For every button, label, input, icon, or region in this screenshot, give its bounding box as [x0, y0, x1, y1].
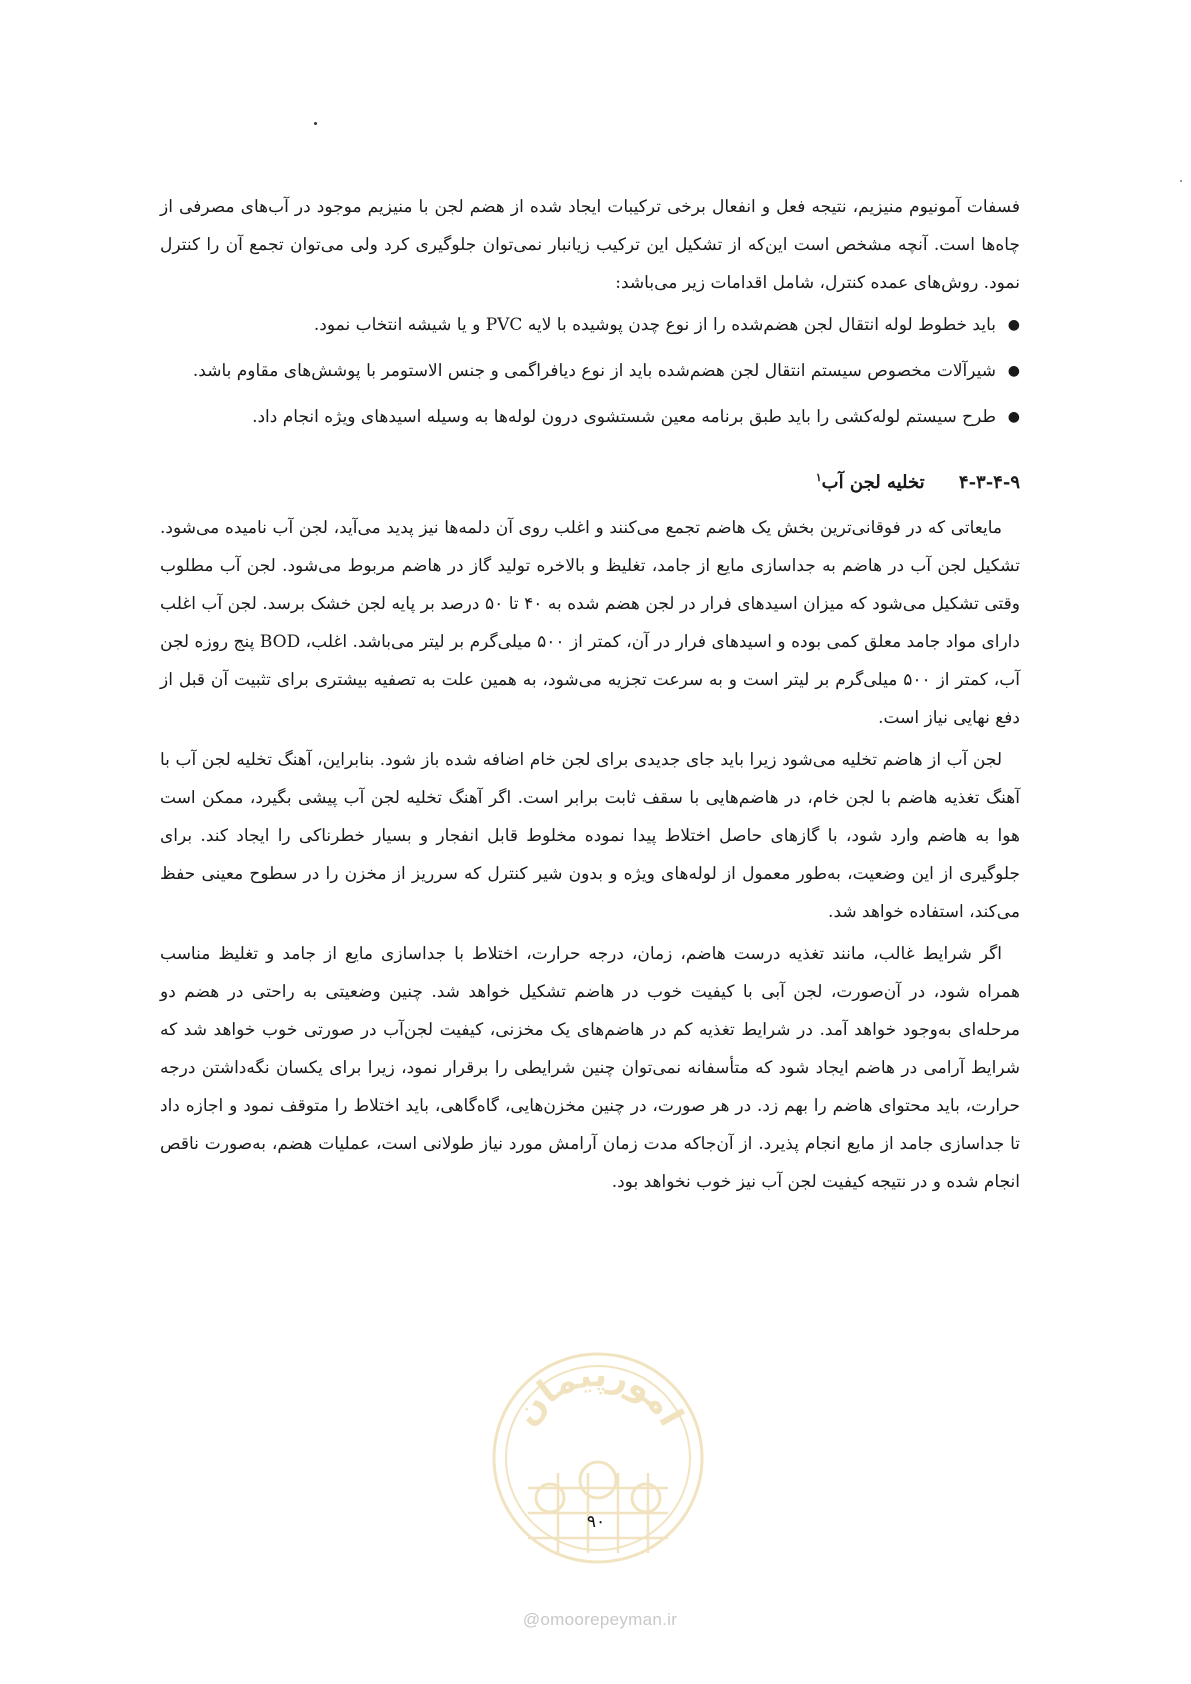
body-paragraph: اگر شرایط غالب، مانند تغذیه درست هاضم، زمان، درجه حرارت، اختلاط با جداسازی مایع از جامد و تغلیظ مناسب همراه شود، در آن‌صورت، لجن آبی با کیفیت خوب در هاضم تشکیل خواهد شد. چنین وضعیتی به راحتی در هضم دو مرحله‌ای به‌وجود خواهد آمد. در شرایط تغذیه کم در هاضم‌های یک مخزنی، کیفیت لجن‌آب در صورتی خوب خواهد شد که شرایط آرامی در هاضم ایجاد شود که متأسفانه نمی‌توان چنین شرایطی را برقرار نمود، زیرا برای یکسان نگه‌داشتن درجه حرارت، باید محتوای هاضم را بهم زد. در هر صورت، در چنین مخزن‌هایی، گاه‌گاهی، باید اختلاط را متوقف نمود و اجازه داد تا جداسازی جامد از مایع انجام پذیرد. از آن‌جاکه مدت زمان آرامش مورد نیاز طولانی است، عملیات هضم، به‌صورت ناقص انجام شده و در نتیجه کیفیت لجن آب نیز خوب نخواهد بود. — [160, 944, 1020, 1192]
scan-speck — [1180, 180, 1182, 182]
list-item — [160, 398, 1020, 436]
body-paragraph: لجن آب از هاضم تخلیه می‌شود زیرا باید جای جدیدی برای لجن خام اضافه شده باز شود. بنابراین، آهنگ تخلیه لجن آب با آهنگ تغذیه هاضم با لجن خام، در هاضم‌هایی با سقف ثابت برابر است. اگر آهنگ تخلیه لجن آب پیشی بگیرد، ممکن است هوا به هاضم وارد شود، با گازهای حاصل اختلاط پیدا نموده مخلوط قابل انفجار و بسیار خطرناکی را ایجاد کند. برای جلوگیری از این وضعیت، به‌طور معمول از لوله‌های ویژه و بدون شیر کنترل که سرریز از مخزن را در سطوح معینی حفظ می‌کند، استفاده خواهد شد. — [160, 750, 1021, 922]
at-icon: @ — [522, 1610, 541, 1629]
document-body — [160, 188, 1020, 1205]
bullet-list — [160, 306, 1020, 436]
list-item — [160, 352, 1020, 390]
section-title: تخلیه لجن آب — [821, 472, 925, 493]
site-url: omoorepeyman.ir — [540, 1610, 678, 1629]
list-item-text: باید خطوط لوله انتقال لجن هضم‌شده را از نوع چدن پوشیده با لایه PVC و یا شیشه انتخاب نمود. — [313, 315, 996, 335]
section-number: ۴-۳-۴-۹ — [958, 472, 1020, 493]
site-watermark — [470, 1610, 730, 1630]
list-item-text: شیرآلات مخصوص سیستم انتقال لجن هضم‌شده باید از نوع دیافراگمی و جنس الاستومر با پوشش‌های مقاوم باشد. — [192, 361, 996, 381]
footnote-marker: ۱ — [815, 471, 822, 484]
list-item-text: طرح سیستم لوله‌کشی را باید طبق برنامه معین شستشوی درون لوله‌ها به وسیله اسیدهای ویژه انجام داد. — [252, 407, 996, 427]
scan-speck — [314, 122, 317, 125]
body-paragraph: مایعاتی که در فوقانی‌ترین بخش یک هاضم تجمع می‌کنند و اغلب روی آن دلمه‌ها نیز پدید می‌آید، لجن آب نامیده می‌شود. تشکیل لجن آب در هاضم به جداسازی مایع از جامد، تغلیظ و بالاخره تولید گاز در هاضم مربوط می‌شود. لجن آب مطلوب وقتی تشکیل می‌شود که میزان اسیدهای فرار در لجن هضم شده به ۴۰ تا ۵۰ درصد بر پایه لجن خشک برسد. لجن آب اغلب دارای مواد جامد معلق کمی بوده و اسیدهای فرار در آن، کمتر از ۵۰۰ میلی‌گرم بر لیتر می‌باشد. اغلب، BOD پنج روزه لجن آب، کمتر از ۵۰۰ میلی‌گرم بر لیتر است و به سرعت تجزیه می‌شود، به همین علت به تصفیه بیشتری برای تثبیت آن قبل از دفع نهایی نیاز است. — [160, 518, 1021, 728]
bullet-icon: ● — [1007, 363, 1020, 379]
page-number: ۹۰ — [586, 1512, 606, 1532]
svg-text:امورپیمان — [506, 1355, 691, 1433]
watermark-logo — [488, 1348, 708, 1568]
bullet-icon: ● — [1007, 409, 1020, 425]
section-heading — [160, 458, 1020, 503]
list-item — [160, 306, 1020, 344]
watermark-text: امورپیمان — [505, 1354, 692, 1433]
intro-paragraph: فسفات آمونیوم منیزیم، نتیجه فعل و انفعال برخی ترکیبات ایجاد شده از هضم لجن با منیزیم موجود در آب‌های مصرفی از چاه‌ها است. آنچه مشخص است این‌که از تشکیل این ترکیب زیانبار نمی‌توان جلوگیری کرد ولی می‌توان تجمع آن را کنترل نمود. روش‌های عمده کنترل، شامل اقدامات زیر می‌باشد: — [160, 197, 1020, 293]
bullet-icon: ● — [1007, 317, 1020, 333]
